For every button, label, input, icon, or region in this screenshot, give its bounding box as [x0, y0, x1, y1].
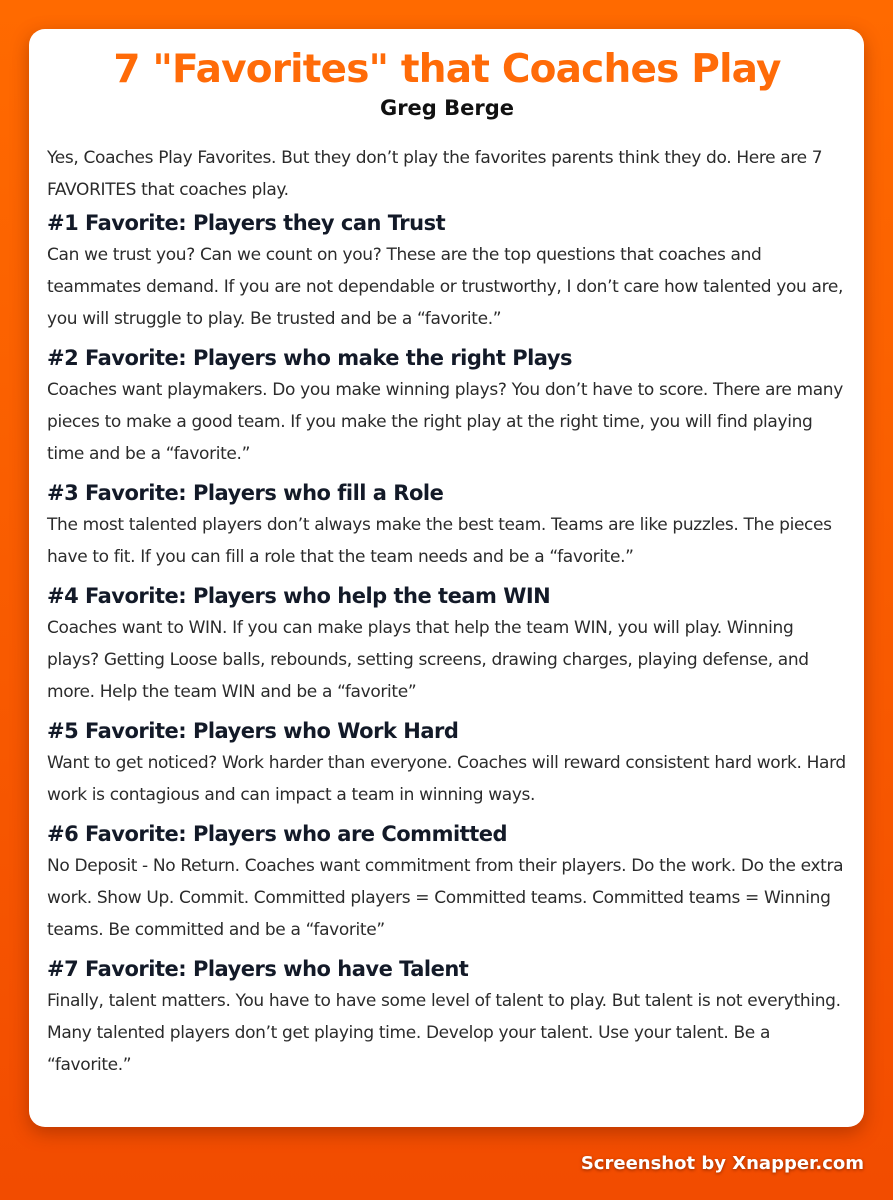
article-card [29, 29, 864, 1127]
section-heading: #1 Favorite: Players they can Trust [47, 211, 446, 235]
article-author: Greg Berge [379, 96, 515, 120]
intro-block [47, 142, 847, 206]
section-body: Finally, talent matters. You have to have some level of talent to play. But talent is not everything. Many talented players don’t get playing time. Develop your talent. Use your talent. Be a “favorite.” [47, 991, 841, 1075]
section-2 [47, 342, 847, 470]
section-heading: #3 Favorite: Players who fill a Role [47, 481, 444, 505]
section-6 [47, 818, 847, 946]
section-body: No Deposit - No Return. Coaches want commitment from their players. Do the work. Do the extra work. Show Up. Commit. Committed players = Committed teams. Committed teams = Winning teams. Be committed and be a “favorite” [47, 856, 844, 940]
section-body: The most talented players don’t always make the best team. Teams are like puzzles. The pieces have to fit. If you can fill a role that the team needs and be a “favorite.” [47, 515, 832, 567]
section-7 [47, 953, 847, 1081]
section-heading: #6 Favorite: Players who are Committed [47, 822, 508, 846]
section-body: Coaches want to WIN. If you can make plays that help the team WIN, you will play. Winning plays? Getting Loose balls, rebounds, setting screens, drawing charges, playing defense, and more. Help the team WIN and be a “favorite” [47, 618, 809, 702]
article-title: 7 "Favorites" that Coaches Play [113, 47, 781, 92]
screenshot-credit: Screenshot by Xnapper.com [580, 1153, 864, 1174]
intro-paragraph: Yes, Coaches Play Favorites. But they don’t play the favorites parents think they do. Here are 7 FAVORITES that coaches play. [47, 148, 823, 200]
section-heading: #7 Favorite: Players who have Talent [47, 957, 469, 981]
section-heading: #5 Favorite: Players who Work Hard [47, 719, 459, 743]
section-heading: #2 Favorite: Players who make the right Plays [47, 346, 573, 370]
section-body: Coaches want playmakers. Do you make winning plays? You don’t have to score. There are many pieces to make a good team. If you make the right play at the right time, you will find playing time and be a “favorite.” [47, 380, 843, 464]
section-body: Want to get noticed? Work harder than everyone. Coaches will reward consistent hard work. Hard work is contagious and can impact a team in winning ways. [47, 753, 846, 805]
section-4 [47, 580, 847, 708]
section-heading: #4 Favorite: Players who help the team WIN [47, 584, 551, 608]
section-5 [47, 715, 847, 811]
section-3 [47, 477, 847, 573]
section-1 [47, 207, 847, 335]
section-body: Can we trust you? Can we count on you? These are the top questions that coaches and teammates demand. If you are not dependable or trustworthy, I don’t care how talented you are, you will struggle to play. Be trusted and be a “favorite.” [47, 245, 844, 329]
